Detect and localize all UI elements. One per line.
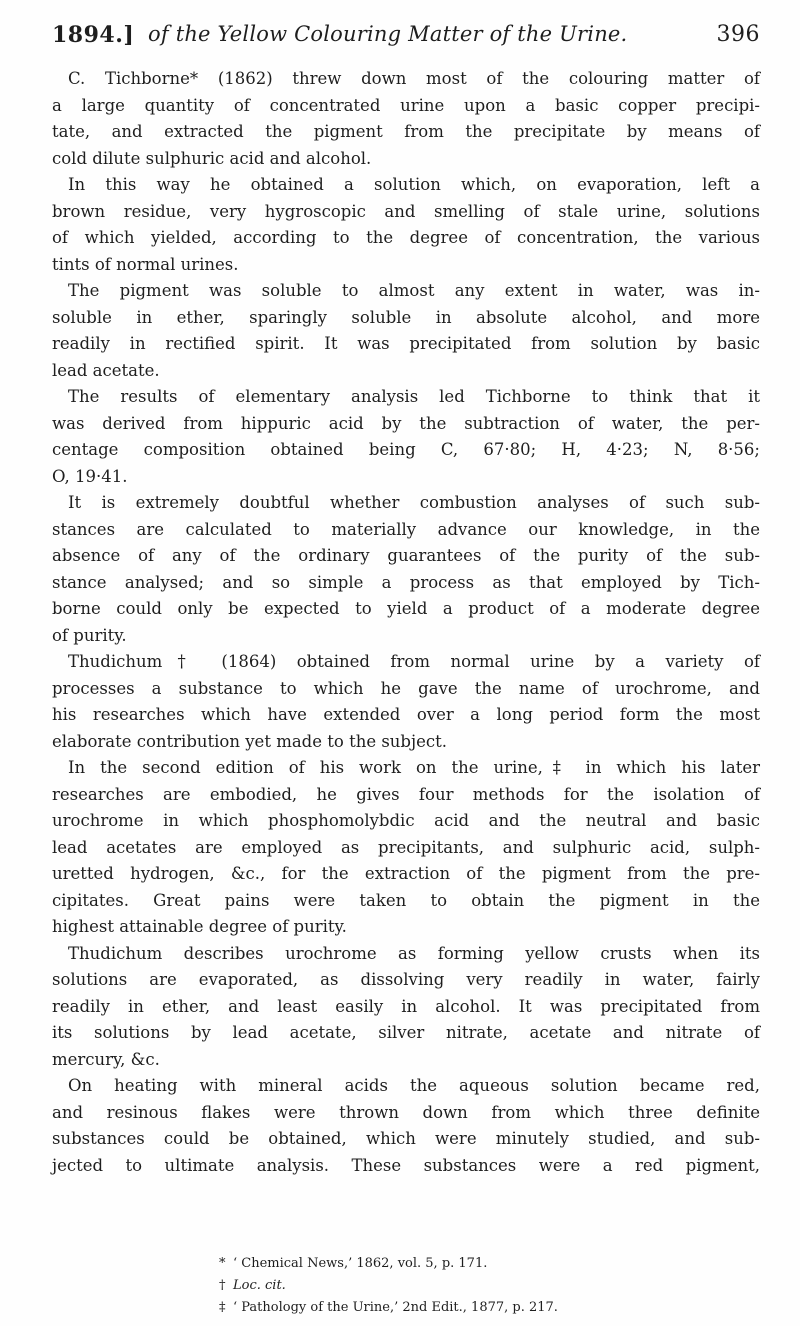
header-year: 1894.]: [52, 22, 135, 48]
text-line: lead acetate.: [52, 360, 160, 380]
footnote-text: Loc. cit.: [233, 1278, 286, 1293]
text-line: Thudichum† (1864) obtained from normal urine by a variety of: [68, 652, 760, 671]
text-line: was derived from hippuric acid by the subtraction of water, the per-: [52, 413, 760, 433]
text-line: readily in ether, and least easily in alcohol. It was precipitated from: [52, 996, 760, 1016]
text-line: In the second edition of his work on the urine,‡ in which his later: [68, 758, 760, 777]
text-line: a large quantity of concentrated urine upon a basic copper precipi-: [52, 95, 760, 115]
text-line: soluble in ether, sparingly soluble in absolute alcohol, and more: [52, 307, 760, 327]
text-line: cold dilute sulphuric acid and alcohol.: [52, 148, 372, 168]
text-line: stances are calculated to materially advance our knowledge, in the: [52, 519, 760, 539]
text-line: elaborate contribution yet made to the subject.: [52, 731, 447, 751]
text-line: In this way he obtained a solution which, on evaporation, left a: [68, 175, 760, 194]
text-line: lead acetates are employed as precipitants, and sulphuric acid, sulph-: [52, 837, 760, 857]
text-line: of which yielded, according to the degree of concentration, the various: [52, 228, 760, 247]
header-title: of the Yellow Colouring Matter of the Urine.: [148, 22, 628, 46]
text-line: mercury, &c.: [52, 1049, 160, 1069]
footnote: [52, 1275, 760, 1297]
text-line: cipitates. Great pains were taken to obtain the pigment in the: [52, 890, 760, 910]
text-line: absence of any of the ordinary guarantees of the purity of the sub-: [52, 546, 760, 565]
running-header: [52, 12, 760, 52]
text-line: tints of normal urines.: [52, 254, 239, 274]
text-line: uretted hydrogen, &c., for the extraction of the pigment from the pre-: [52, 864, 760, 883]
text-line: tate, and extracted the pigment from the precipitate by means of: [52, 122, 760, 141]
text-line: processes a substance to which he gave the name of urochrome, and: [52, 678, 760, 698]
text-line: Thudichum describes urochrome as forming yellow crusts when its: [68, 943, 760, 963]
page-number: 396: [716, 22, 760, 47]
text-line: urochrome in which phosphomolybdic acid and the neutral and basic: [52, 811, 760, 830]
text-line: substances could be obtained, which were minutely studied, and sub-: [52, 1129, 760, 1148]
text-line: his researches which have extended over a long period form the most: [52, 705, 760, 724]
footnote: [52, 1297, 760, 1319]
footnote-mark: ‡: [219, 1300, 226, 1315]
text-line: solutions are evaporated, as dissolving very readily in water, fairly: [52, 970, 760, 989]
footnotes: [52, 1253, 760, 1319]
text-line: borne could only be expected to yield a product of a moderate degree: [52, 599, 760, 618]
text-line: its solutions by lead acetate, silver nitrate, acetate and nitrate of: [52, 1023, 760, 1042]
text-line: of purity.: [52, 625, 127, 645]
text-line: O, 19·41.: [52, 466, 128, 486]
text-line: researches are embodied, he gives four methods for the isolation of: [52, 784, 760, 804]
text-line: jected to ultimate analysis. These substances were a red pigment,: [52, 1155, 760, 1175]
text-line: C. Tichborne* (1862) threw down most of the colouring matter of: [68, 69, 760, 88]
text-line: and resinous flakes were thrown down from which three definite: [52, 1102, 760, 1122]
text-line: On heating with mineral acids the aqueous solution became red,: [68, 1076, 760, 1095]
text-line: readily in rectified spirit. It was precipitated from solution by basic: [52, 334, 760, 353]
text-line: The results of elementary analysis led Tichborne to think that it: [68, 387, 760, 406]
text-line: stance analysed; and so simple a process as that employed by Tich-: [52, 572, 760, 592]
text-line: It is extremely doubtful whether combustion analyses of such sub-: [68, 493, 760, 512]
footnote: [52, 1253, 760, 1275]
body-text: [52, 66, 760, 1179]
footnote-text: ‘ Pathology of the Urine,’ 2nd Edit., 1877, p. 217.: [233, 1300, 558, 1315]
text-line: highest attainable degree of purity.: [52, 917, 347, 936]
text-line: brown residue, very hygroscopic and smelling of stale urine, solutions: [52, 201, 760, 221]
footnote-mark: *: [219, 1256, 226, 1271]
text-line: centage composition obtained being C, 67·80; H, 4·23; N, 8·56;: [52, 440, 760, 459]
footnote-mark: †: [219, 1278, 226, 1293]
footnote-text: ‘ Chemical News,’ 1862, vol. 5, p. 171.: [233, 1256, 488, 1271]
text-line: The pigment was soluble to almost any extent in water, was in-: [68, 281, 760, 300]
